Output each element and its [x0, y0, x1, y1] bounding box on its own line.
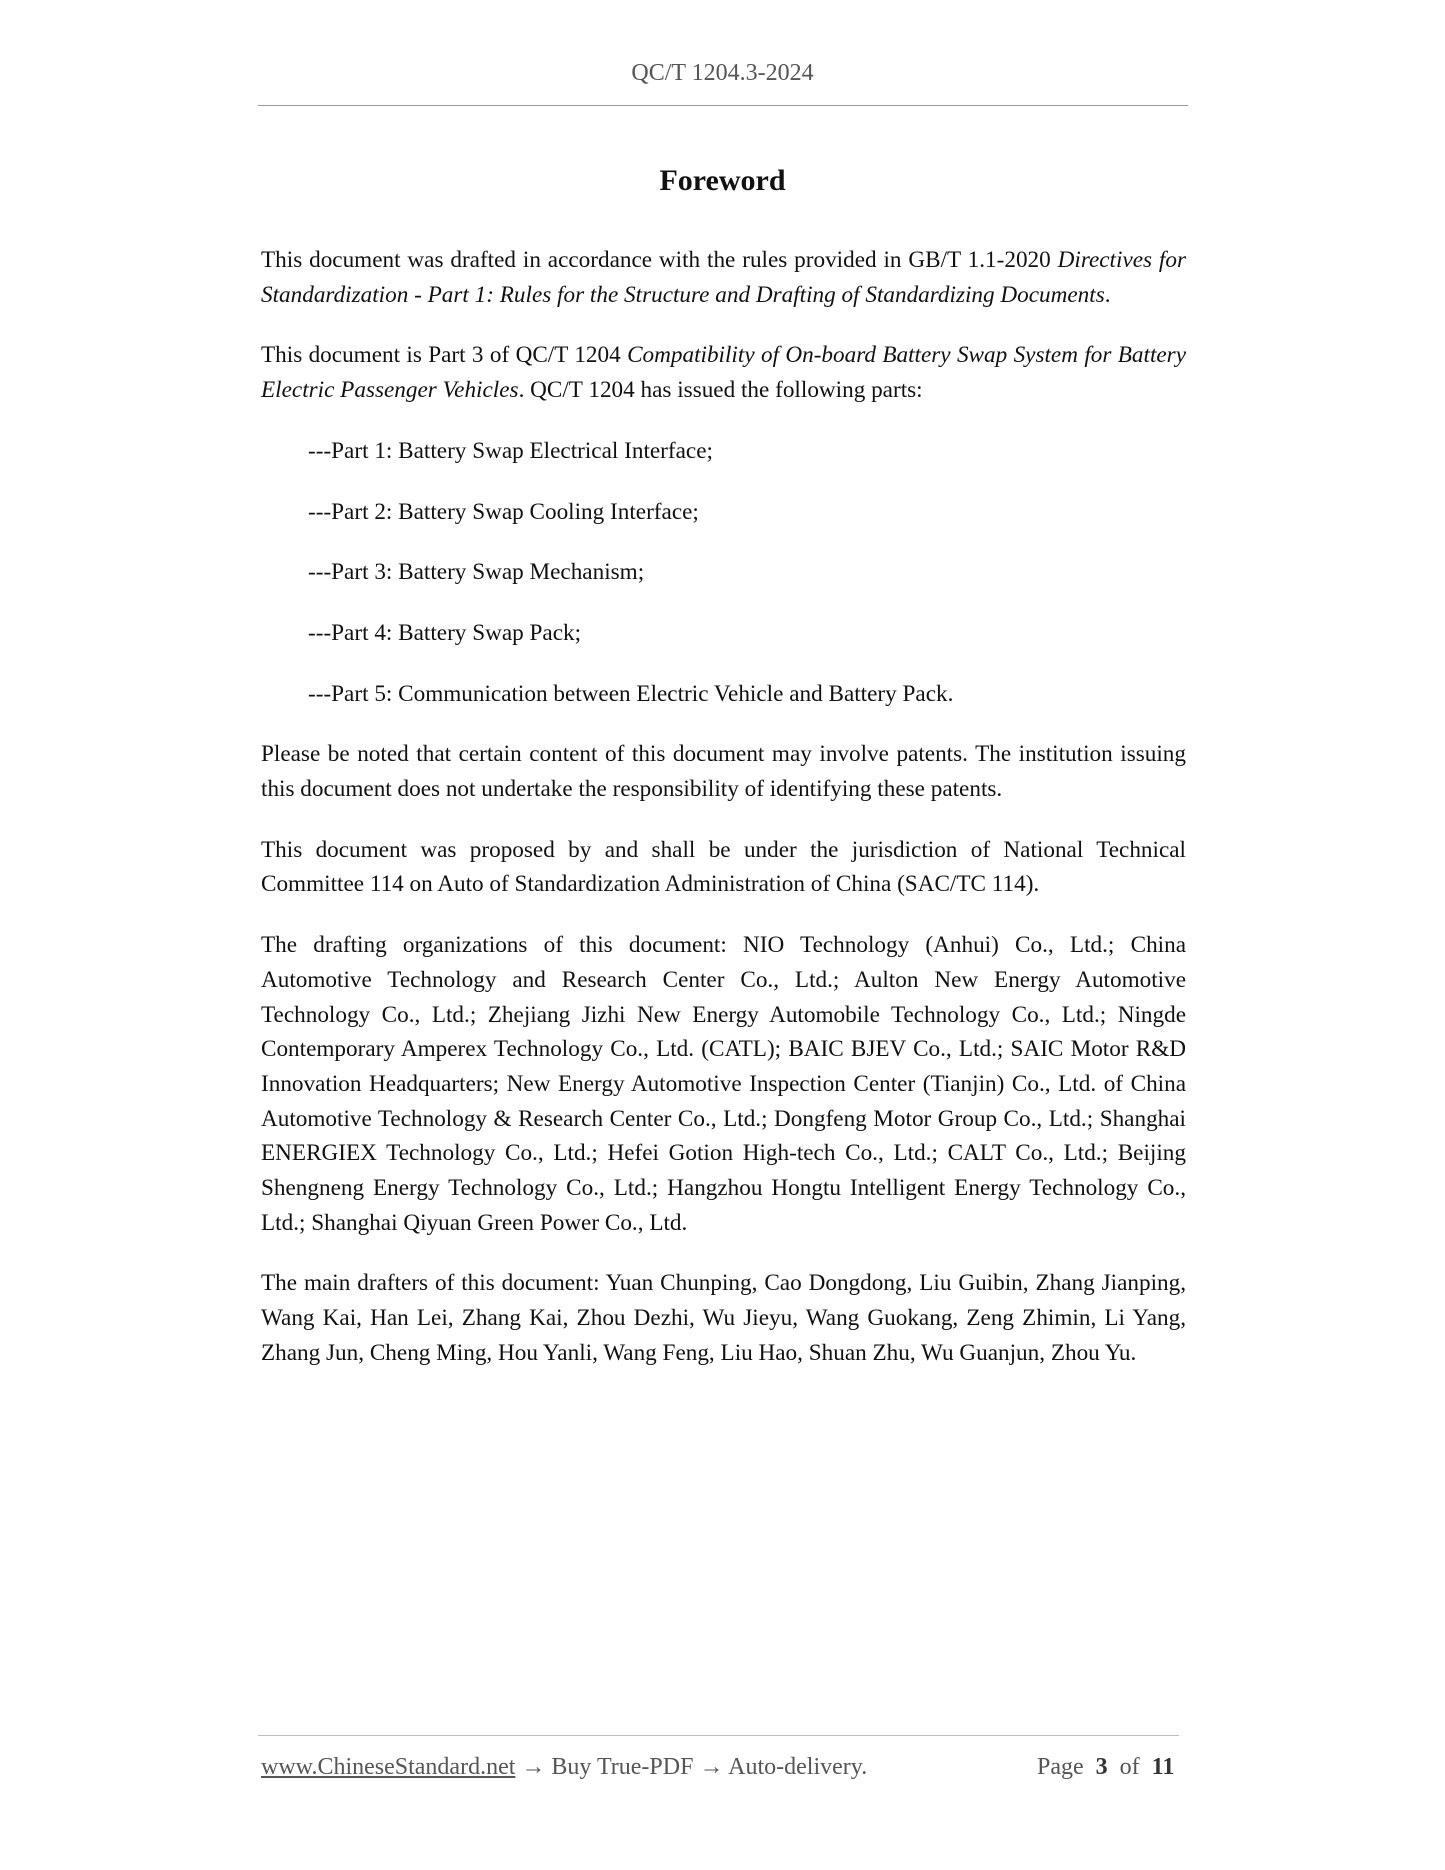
paragraph-text: This document is Part 3 of QC/T 1204 [261, 342, 628, 369]
auto-delivery-text: Auto-delivery. [728, 1754, 868, 1780]
paragraph-main-drafters: The main drafters of this document: Yuan Chunping, Cao Dongdong, Liu Guibin, Zhang Jianping, Wang Kai, Han Lei, Zhang Kai, Zhou Dezhi, Wu Jieyu, Wang Guokang, Zeng Zhimin, Li Yang, Zhang Jun, Cheng Ming, Hou Yanli, Wang Feng, Liu Hao, Shuan Zhu, Wu Guanjun, Zhou Yu. [261, 1270, 1186, 1366]
paragraph-jurisdiction: This document was proposed by and shall be under the jurisdiction of National Technical Committee 114 on Auto of Standardization Administration of China (SAC/TC 114). [261, 836, 1186, 898]
arrow-icon: → [693, 1754, 729, 1780]
paragraph-part-info [261, 338, 1186, 407]
page-label: Page [1037, 1754, 1084, 1780]
list-item-part-2: ---Part 2: Battery Swap Cooling Interface; [308, 498, 699, 525]
list-item-part-5: ---Part 5: Communication between Electric Vehicle and Battery Pack. [308, 680, 954, 707]
running-header: QC/T 1204.3-2024 [631, 60, 814, 86]
page-title: Foreword [659, 164, 786, 197]
paragraph-patents: Please be noted that certain content of this document may involve patents. The institution issuing this document does not undertake the responsibility of identifying these patents. [261, 741, 1186, 803]
paragraph-text: . [1104, 281, 1111, 308]
page-indicator [1037, 1754, 1174, 1781]
list-item-part-4: ---Part 4: Battery Swap Pack; [308, 619, 582, 646]
paragraph-drafting-rules [261, 243, 1186, 312]
page-current: 3 [1095, 1754, 1108, 1780]
buy-pdf-text: Buy True-PDF [551, 1754, 694, 1780]
page-of-label: of [1119, 1754, 1140, 1780]
series-title-italic: Compatibility of On-board Battery Swap System for Battery Electric Passenger Vehicles [261, 342, 1186, 404]
page-total: 11 [1151, 1754, 1175, 1780]
paragraph-text: This document was drafted in accordance with the rules provided in GB/T 1.1-2020 [261, 247, 1058, 273]
list-item-part-3: ---Part 3: Battery Swap Mechanism; [308, 559, 645, 586]
header-divider [258, 105, 1188, 106]
list-item-part-1: ---Part 1: Battery Swap Electrical Interface; [308, 437, 713, 464]
paragraph-text: . QC/T 1204 has issued the following parts: [518, 377, 923, 404]
standard-title-italic: Directives for Standardization - Part 1: Rules for the Structure and Drafting of Standardizing Documents [261, 247, 1186, 308]
footer-divider [258, 1735, 1179, 1736]
arrow-icon: → [515, 1754, 552, 1780]
site-link[interactable]: www.ChineseStandard.net [261, 1754, 516, 1780]
paragraph-drafting-organizations: The drafting organizations of this document: NIO Technology (Anhui) Co., Ltd.; China Automotive Technology and Research Center Co., Ltd.; Aulton New Energy Automotive Technology Co., Ltd.; Zhejiang Jizhi New Energy Automobile Technology Co., Ltd.; Ningde Contemporary Amperex Technology Co., Ltd. (CATL); BAIC BJEV Co., Ltd.; SAIC Motor R&D Innovation Headquarters; New Energy Automotive Inspection Center (Tianjin) Co., Ltd. of China Automotive Technology & Research Center Co., Ltd.; Dongfeng Motor Group Co., Ltd.; Shanghai ENERGIEX Technology Co., Ltd.; Hefei Gotion High-tech Co., Ltd.; CALT Co., Ltd.; Beijing Shengneng Energy Technology Co., Ltd.; Hangzhou Hongtu Intelligent Energy Technology Co., Ltd.; Shanghai Qiyuan Green Power Co., Ltd. [261, 932, 1186, 1236]
footer-promo [261, 1754, 867, 1781]
document-body [261, 243, 1186, 1397]
